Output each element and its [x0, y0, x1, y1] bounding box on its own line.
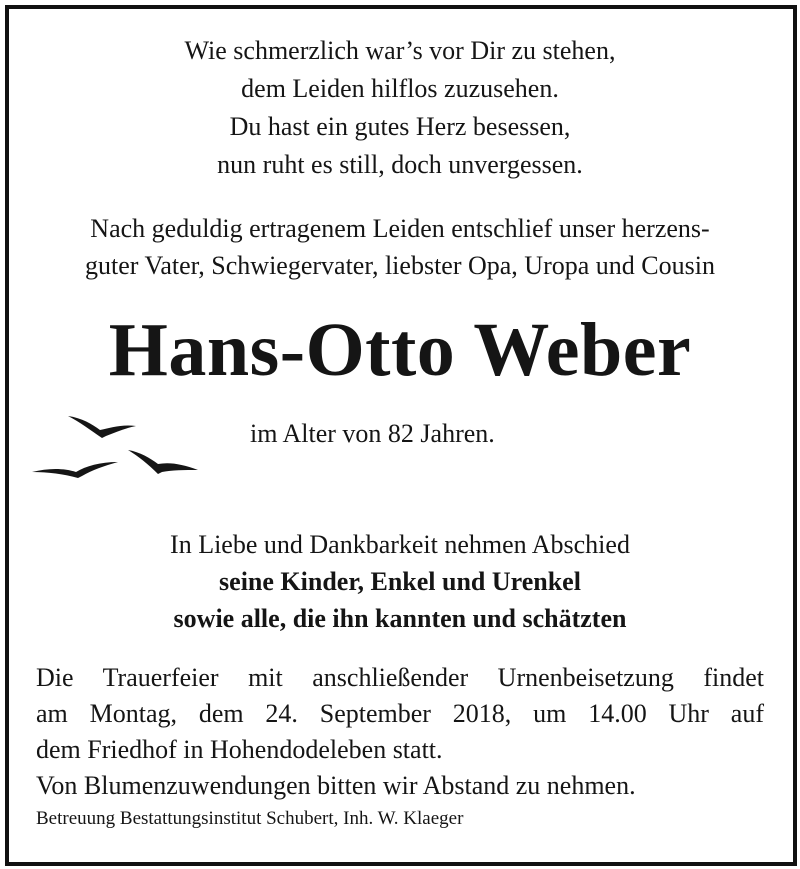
service-line: Von Blumenzuwendungen bitten wir Abstand zu nehmen.: [36, 771, 636, 800]
mourners-others: sowie alle, die ihn kannten und schätzten: [173, 604, 627, 633]
farewell-block: [0, 526, 800, 637]
death-announcement: [0, 210, 800, 284]
service-line: am Montag, dem 24. September 2018, um 14.00 Uhr auf: [36, 699, 764, 728]
intro-line: guter Vater, Schwiegervater, liebster Opa, Uropa und Cousin: [85, 251, 715, 280]
poem-line: nun ruht es still, doch unvergessen.: [217, 150, 583, 179]
bird-icon: [128, 450, 198, 474]
poem-line: dem Leiden hilflos zuzusehen.: [241, 74, 559, 103]
service-line: Die Trauerfeier mit anschließender Urnenbeisetzung findet: [36, 663, 764, 692]
funeral-details: [36, 660, 764, 804]
service-line: dem Friedhof in Hohendodeleben statt.: [36, 735, 443, 764]
farewell-line: In Liebe und Dankbarkeit nehmen Abschied: [170, 530, 630, 559]
bird-icon: [68, 416, 136, 438]
age-line: im Alter von 82 Jahren.: [250, 419, 495, 448]
poem-line: Du hast ein gutes Herz besessen,: [229, 112, 571, 141]
mourners-family: seine Kinder, Enkel und Urenkel: [219, 567, 581, 596]
poem-verse: [0, 32, 800, 184]
bird-icon: [32, 462, 118, 478]
poem-line: Wie schmerzlich war’s vor Dir zu stehen,: [184, 36, 616, 65]
deceased-name: Hans-Otto Weber: [108, 308, 692, 392]
flying-birds-icon: [30, 410, 215, 490]
undertaker-credit: Betreuung Bestattungsinstitut Schubert, Inh. W. Klaeger: [36, 808, 464, 829]
intro-line: Nach geduldig ertragenem Leiden entschlief unser herzens-: [90, 214, 710, 243]
